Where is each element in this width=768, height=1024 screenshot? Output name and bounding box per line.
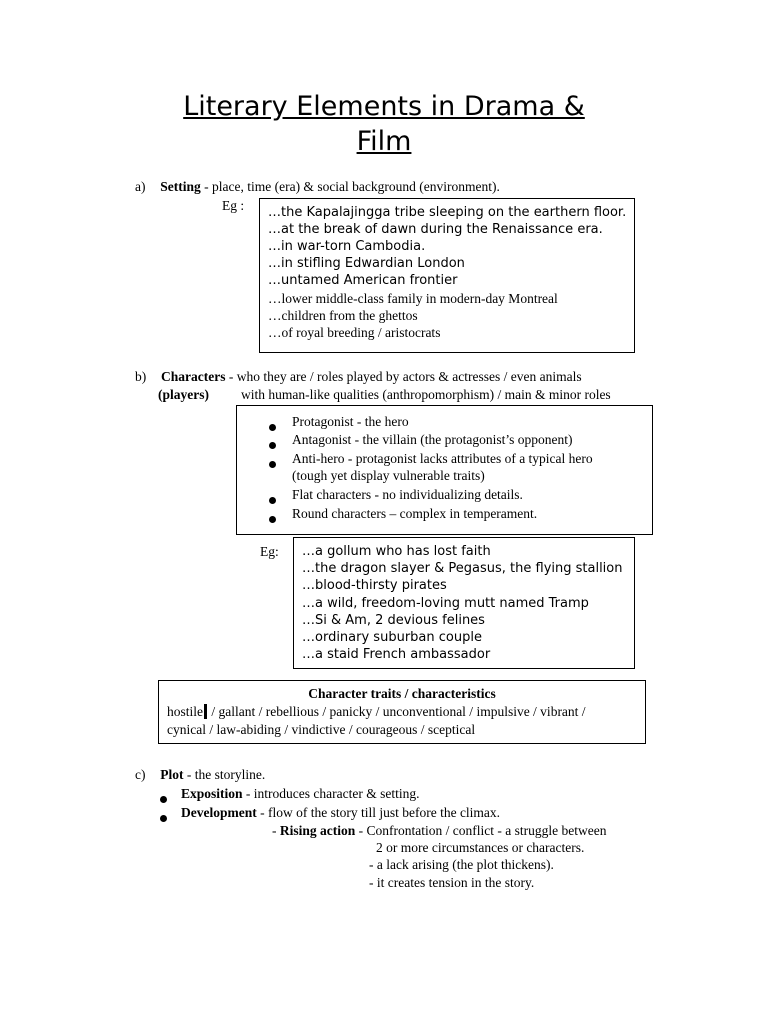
character-type: Round characters – complex in temperament. (292, 506, 538, 521)
page-title-line-2: Film (356, 126, 412, 157)
characters-players-label: (players) (158, 387, 209, 402)
section-marker: c) (135, 767, 146, 782)
setting-term: Setting (160, 179, 201, 194)
characters-eg-label: Eg: (260, 544, 279, 559)
bullet-icon (269, 461, 276, 468)
character-type: Anti-hero - protagonist lacks attributes of a typical hero (292, 451, 593, 466)
character-example: …a gollum who has lost faith (302, 544, 491, 559)
text-cursor-icon (204, 704, 207, 719)
setting-example: …of royal breeding / aristocrats (268, 325, 441, 340)
character-traits-line-2: cynical / law-abiding / vindictive / courageous / sceptical (167, 722, 476, 737)
plot-rising-detail: - it creates tension in the story. (369, 875, 535, 890)
page-title-line-1: Literary Elements in Drama & (183, 91, 585, 122)
characters-heading (135, 369, 582, 385)
character-example: …blood-thirsty pirates (302, 578, 447, 593)
setting-definition: - place, time (era) & social background (environment). (200, 179, 500, 194)
characters-definition-1: - who they are / roles played by actors & actresses / even animals (225, 369, 582, 384)
setting-examples-box (259, 198, 635, 353)
bullet-icon (160, 815, 167, 822)
setting-example: …in war-torn Cambodia. (268, 239, 426, 254)
setting-example: …in stifling Edwardian London (268, 256, 465, 271)
plot-definition: - the storyline. (183, 767, 266, 782)
plot-heading (135, 767, 265, 783)
character-example: …Si & Am, 2 devious felines (302, 613, 485, 628)
plot-rising-detail: - a lack arising (the plot thickens). (369, 857, 554, 872)
character-example: …a wild, freedom-loving mutt named Tramp (302, 596, 589, 611)
bullet-icon (160, 796, 167, 803)
bullet-icon (269, 424, 276, 431)
character-types-box (236, 405, 653, 535)
character-example: …a staid French ambassador (302, 647, 491, 662)
characters-term: Characters (161, 369, 226, 384)
plot-exposition: Exposition - introduces character & setting. (181, 786, 420, 801)
setting-example: …children from the ghettos (268, 308, 418, 323)
plot-term: Plot (160, 767, 184, 782)
character-type-continuation: (tough yet display vulnerable traits) (292, 468, 485, 483)
section-marker: a) (135, 179, 146, 194)
section-marker: b) (135, 369, 147, 384)
character-traits-box (158, 680, 646, 744)
plot-development: Development - flow of the story till just before the climax. (181, 805, 501, 820)
bullet-icon (269, 442, 276, 449)
bullet-icon (269, 497, 276, 504)
setting-heading (135, 179, 500, 195)
bullet-icon (269, 516, 276, 523)
character-type: Flat characters - no individualizing details. (292, 487, 523, 502)
setting-eg-label: Eg : (222, 198, 245, 213)
setting-example: …untamed American frontier (268, 273, 458, 288)
character-type: Protagonist - the hero (292, 414, 409, 429)
character-examples-box (293, 537, 635, 669)
character-traits-title: Character traits / characteristics (308, 686, 496, 701)
character-example: …ordinary suburban couple (302, 630, 482, 645)
character-type: Antagonist - the villain (the protagonist’s opponent) (292, 432, 573, 447)
setting-example: …at the break of dawn during the Renaissance era. (268, 222, 603, 237)
character-example: …the dragon slayer & Pegasus, the flying stallion (302, 561, 623, 576)
plot-rising-continuation: 2 or more circumstances or characters. (376, 840, 585, 855)
characters-definition-2: with human-like qualities (anthropomorphism) / main & minor roles (241, 387, 611, 402)
character-traits-line-1: hostile / gallant / rebellious / panicky / unconventional / impulsive / vibrant / (167, 704, 586, 719)
plot-rising-action: - Rising action - Confrontation / conflict - a struggle between (272, 823, 607, 838)
setting-example: …lower middle-class family in modern-day Montreal (268, 291, 558, 306)
setting-example: …the Kapalajingga tribe sleeping on the earthern floor. (268, 205, 627, 220)
